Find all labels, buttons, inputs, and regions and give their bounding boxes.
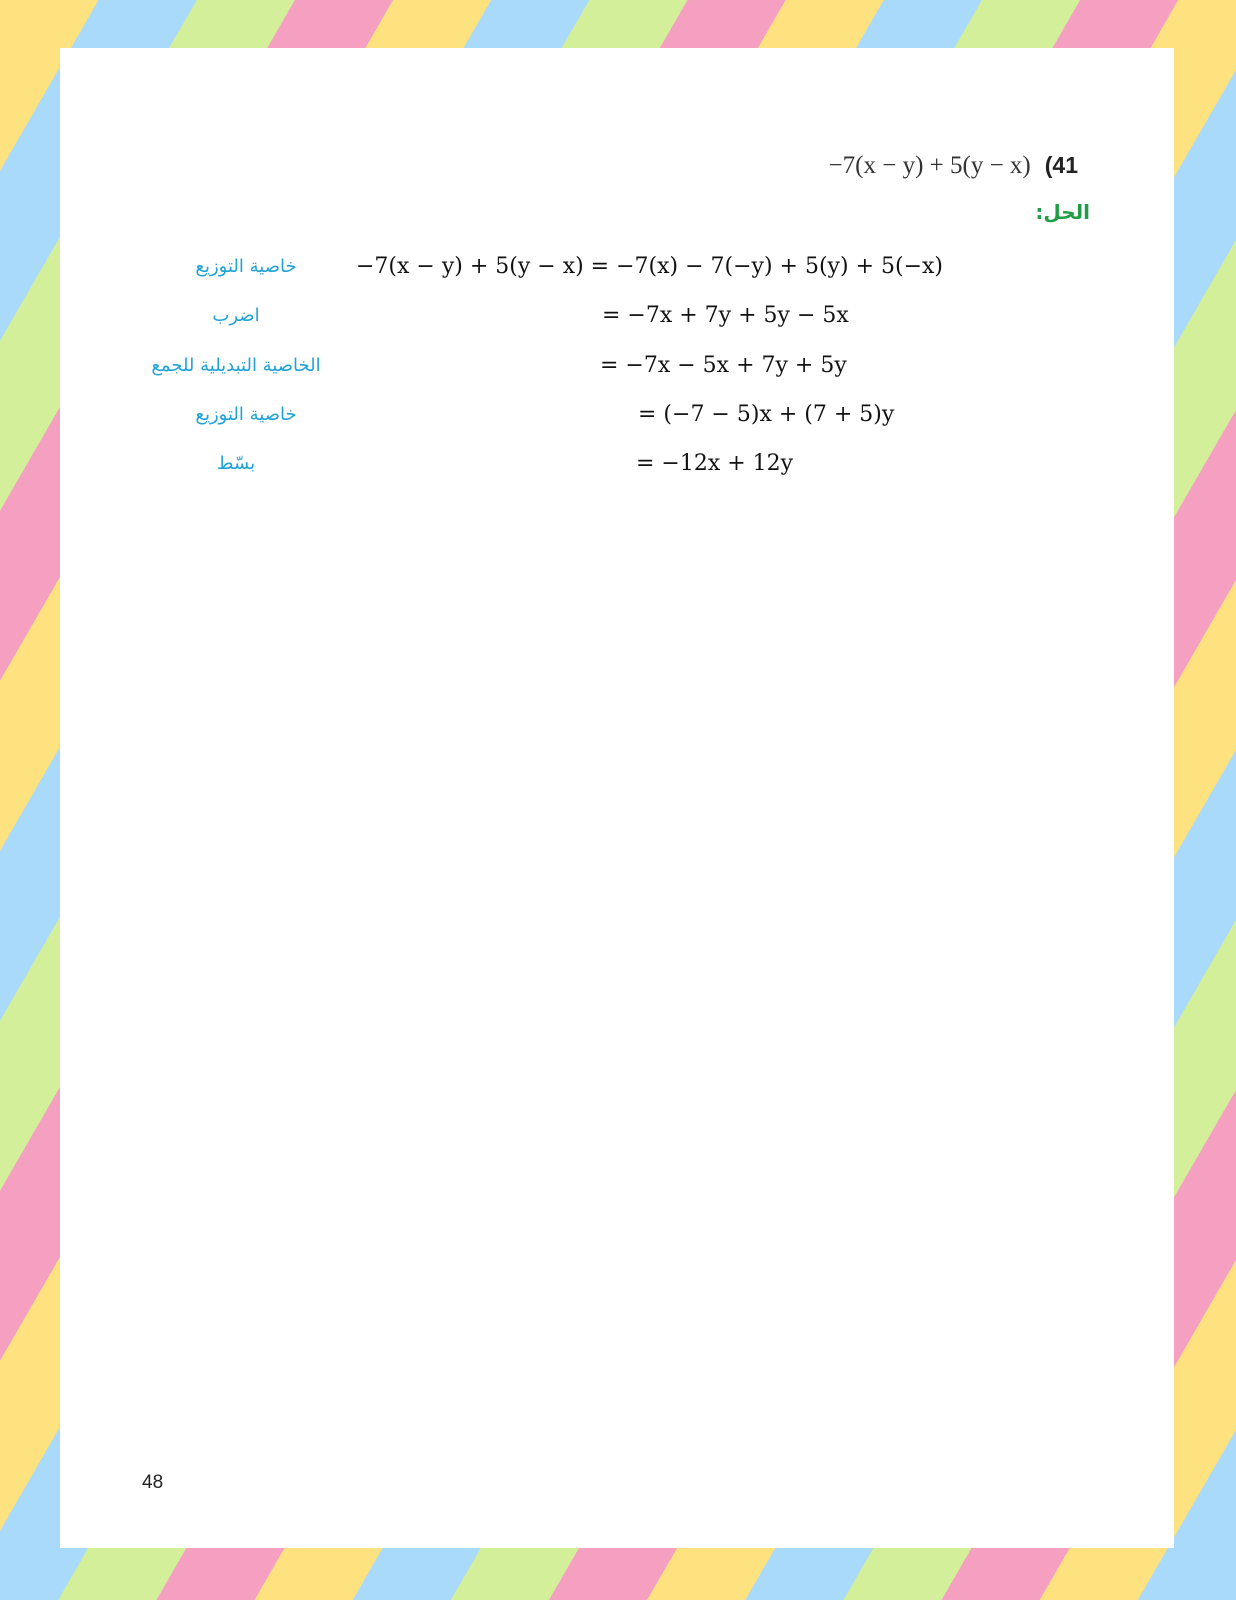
step-2-reason: اضرب [212,305,260,326]
solution-heading: الحل: [1035,200,1090,224]
step-2-math: = −7x + 7y + 5y − 5x [602,303,849,328]
worksheet-page [60,48,1174,1548]
step-1-math: −7(x − y) + 5(y − x) = −7(x) − 7(−y) + 5(y) + 5(−x) [356,254,943,279]
page-number: 48 [142,1472,164,1493]
step-4-math: = (−7 − 5)x + (7 + 5)y [638,402,895,427]
step-1-reason: خاصية التوزيع [195,256,297,277]
step-5-reason: بسّط [216,453,256,474]
step-4-reason: خاصية التوزيع [195,404,297,425]
step-5-math: = −12x + 12y [636,451,794,476]
problem-statement [829,152,1078,180]
problem-number: (41 [1044,152,1078,178]
problem-expression: −7(x − y) + 5(y − x) [828,152,1031,179]
step-3-reason: الخاصية التبديلية للجمع [151,355,321,376]
step-3-math: = −7x − 5x + 7y + 5y [600,353,847,378]
